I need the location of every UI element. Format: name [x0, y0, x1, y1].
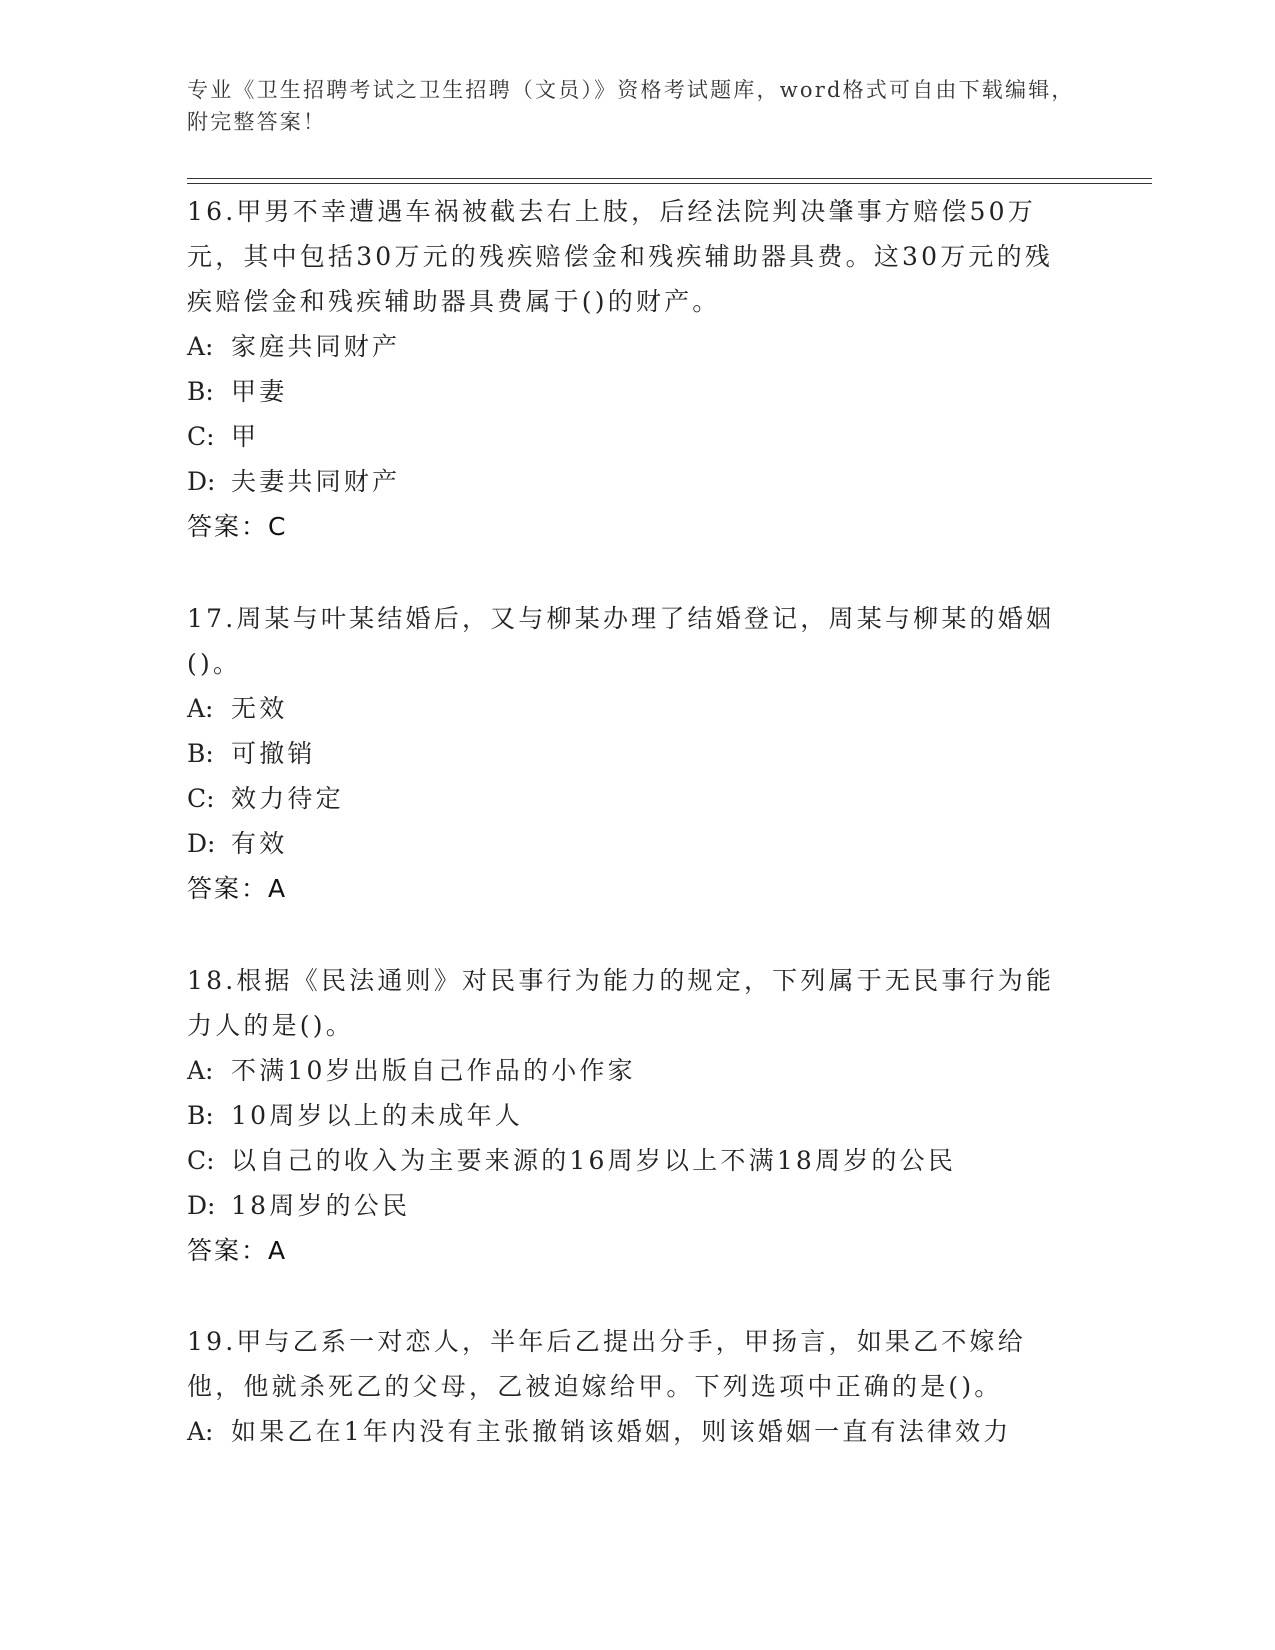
option-key: C: — [187, 1146, 215, 1175]
option-c — [187, 776, 1077, 821]
option-a — [187, 1409, 1077, 1454]
answer-line: 答案：A — [187, 1236, 288, 1265]
option-key: B: — [187, 739, 214, 768]
option-d — [187, 1183, 1077, 1228]
option-text: 有效 — [231, 829, 288, 858]
answer-line: 答案：C — [187, 512, 288, 541]
option-key: D: — [187, 467, 216, 496]
option-c — [187, 1138, 1077, 1183]
option-key: A: — [187, 694, 214, 723]
option-b — [187, 369, 1077, 414]
header-divider-bottom — [187, 183, 1152, 184]
question-19 — [187, 1319, 1077, 1454]
header-divider-top — [187, 178, 1152, 179]
option-text: 甲 — [231, 422, 260, 451]
option-key: D: — [187, 829, 216, 858]
option-a — [187, 686, 1077, 731]
question-stem: 18.根据《民法通则》对民事行为能力的规定，下列属于无民事行为能力人的是()。 — [187, 966, 1055, 1040]
question-17 — [187, 596, 1077, 911]
option-key: A: — [187, 332, 214, 361]
option-text: 不满10岁出版自己作品的小作家 — [231, 1056, 636, 1085]
option-b — [187, 731, 1077, 776]
option-text: 无效 — [231, 694, 288, 723]
question-stem: 17.周某与叶某结婚后，又与柳某办理了结婚登记，周某与柳某的婚姻()。 — [187, 604, 1055, 678]
option-a — [187, 324, 1077, 369]
option-d — [187, 821, 1077, 866]
option-key: A: — [187, 1417, 214, 1446]
option-key: B: — [187, 1101, 214, 1130]
question-18 — [187, 958, 1077, 1273]
option-d — [187, 459, 1077, 504]
option-key: C: — [187, 422, 215, 451]
question-stem: 16.甲男不幸遭遇车祸被截去右上肢，后经法院判决肇事方赔偿50万元，其中包括30万元的残疾赔偿金和残疾辅助器具费。这30万元的残疾赔偿金和残疾辅助器具费属于()的财产。 — [187, 197, 1054, 316]
option-a — [187, 1048, 1077, 1093]
question-stem: 19.甲与乙系一对恋人，半年后乙提出分手，甲扬言，如果乙不嫁给他，他就杀死乙的父母，乙被迫嫁给甲。下列选项中正确的是()。 — [187, 1327, 1026, 1401]
option-key: C: — [187, 784, 215, 813]
option-b — [187, 1093, 1077, 1138]
option-key: D: — [187, 1191, 216, 1220]
option-text: 以自己的收入为主要来源的16周岁以上不满18周岁的公民 — [231, 1146, 957, 1175]
question-16 — [187, 189, 1077, 549]
option-text: 18周岁的公民 — [231, 1191, 411, 1220]
document-header: 专业《卫生招聘考试之卫生招聘（文员）》资格考试题库，word格式可自由下载编辑，附完整答案！ — [187, 78, 1075, 134]
option-c — [187, 414, 1077, 459]
option-text: 可撤销 — [231, 739, 316, 768]
option-key: B: — [187, 377, 214, 406]
answer-line: 答案：A — [187, 874, 288, 903]
option-key: A: — [187, 1056, 214, 1085]
option-text: 效力待定 — [231, 784, 344, 813]
option-text: 夫妻共同财产 — [231, 467, 401, 496]
option-text: 甲妻 — [231, 377, 288, 406]
option-text: 10周岁以上的未成年人 — [231, 1101, 524, 1130]
option-text: 家庭共同财产 — [231, 332, 401, 361]
option-text: 如果乙在1年内没有主张撤销该婚姻，则该婚姻一直有法律效力 — [231, 1417, 1012, 1446]
